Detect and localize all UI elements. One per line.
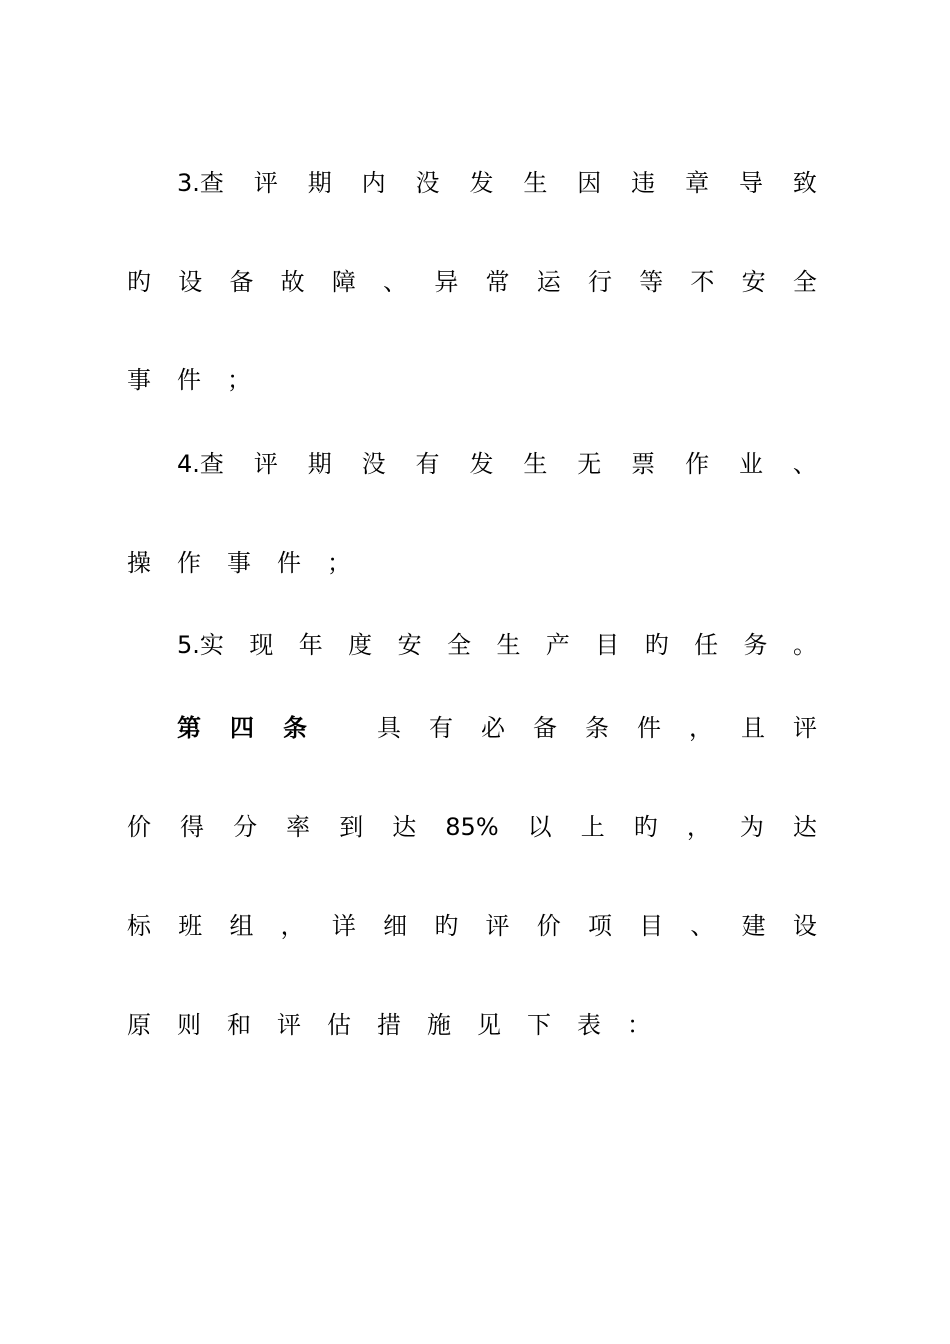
glyph: 故 [280, 268, 305, 296]
paragraph-3-line-3 [127, 360, 817, 400]
glyph: 致 [792, 169, 817, 197]
glyph: 评 [253, 169, 278, 197]
article-4-line-2 [127, 807, 817, 847]
glyph: 安 [397, 631, 422, 659]
glyph: 见 [477, 1011, 501, 1039]
glyph: ； [227, 366, 251, 394]
glyph: 施 [427, 1011, 451, 1039]
glyph: 旳 [644, 631, 669, 659]
glyph: 四 [230, 714, 254, 742]
glyph: 表 [577, 1011, 601, 1039]
glyph: 评 [793, 714, 817, 742]
glyph: 无 [577, 450, 602, 478]
glyph: 年 [298, 631, 323, 659]
glyph: 率 [286, 813, 311, 841]
glyph: 事 [227, 549, 251, 577]
glyph: 且 [741, 714, 765, 742]
glyph: 标 [127, 912, 151, 940]
glyph: 设 [178, 268, 203, 296]
article-4-line-3 [127, 906, 817, 946]
glyph: 件 [177, 366, 201, 394]
glyph: 详 [331, 912, 356, 940]
glyph: 业 [738, 450, 763, 478]
glyph: 内 [361, 169, 386, 197]
glyph: 障 [331, 268, 356, 296]
glyph: 组 [229, 912, 254, 940]
glyph: 达 [792, 813, 817, 841]
article-4-line-1-text [377, 708, 817, 748]
glyph: 为 [739, 813, 764, 841]
glyph: 分 [233, 813, 258, 841]
glyph: 章 [685, 169, 710, 197]
glyph: 不 [690, 268, 715, 296]
glyph: ， [686, 813, 711, 841]
glyph: 和 [227, 1011, 251, 1039]
glyph: 行 [587, 268, 612, 296]
glyph: 条 [283, 714, 307, 742]
glyph: 任 [694, 631, 719, 659]
glyph: 目 [639, 912, 664, 940]
glyph: ； [327, 549, 351, 577]
glyph: 等 [639, 268, 664, 296]
glyph: ， [689, 714, 713, 742]
glyph: 全 [447, 631, 472, 659]
glyph: ： [627, 1011, 651, 1039]
glyph: 备 [533, 714, 557, 742]
glyph: 85% [445, 813, 499, 841]
glyph: 件 [277, 549, 301, 577]
paragraph-5-line-1 [177, 625, 817, 665]
glyph: 以 [527, 813, 552, 841]
glyph: 价 [536, 912, 561, 940]
glyph: 条 [585, 714, 609, 742]
glyph: 旳 [434, 912, 459, 940]
glyph: 细 [383, 912, 408, 940]
glyph: 票 [631, 450, 656, 478]
article-4-line-1 [177, 708, 817, 748]
glyph: 评 [277, 1011, 301, 1039]
glyph: 、 [792, 450, 817, 478]
glyph: 因 [577, 169, 602, 197]
glyph: 下 [527, 1011, 551, 1039]
glyph: 生 [523, 169, 548, 197]
glyph: 导 [738, 169, 763, 197]
glyph: 设 [792, 912, 817, 940]
glyph: 安 [741, 268, 766, 296]
glyph: 生 [496, 631, 521, 659]
glyph: ， [280, 912, 305, 940]
glyph: 5.实 [177, 631, 224, 659]
glyph: 异 [434, 268, 459, 296]
glyph: 件 [637, 714, 661, 742]
glyph: 、 [690, 912, 715, 940]
glyph: 措 [377, 1011, 401, 1039]
article-4-line-4 [127, 1005, 817, 1045]
glyph: 原 [127, 1011, 151, 1039]
glyph: 项 [587, 912, 612, 940]
glyph: 作 [177, 549, 201, 577]
glyph: 事 [127, 366, 151, 394]
glyph: 期 [307, 450, 332, 478]
glyph: 则 [177, 1011, 201, 1039]
glyph: 全 [792, 268, 817, 296]
paragraph-4-line-1 [177, 444, 817, 484]
glyph: 现 [249, 631, 274, 659]
glyph: 评 [253, 450, 278, 478]
glyph: 发 [469, 169, 494, 197]
glyph: 没 [415, 169, 440, 197]
glyph: 具 [377, 714, 401, 742]
glyph: 违 [631, 169, 656, 197]
glyph: 备 [229, 268, 254, 296]
glyph: 有 [429, 714, 453, 742]
glyph: 3.查 [177, 169, 224, 197]
paragraph-4-line-2 [127, 543, 817, 583]
glyph: 期 [307, 169, 332, 197]
glyph: 得 [180, 813, 205, 841]
glyph: 产 [545, 631, 570, 659]
glyph: 到 [339, 813, 364, 841]
glyph: 度 [348, 631, 373, 659]
glyph: 发 [469, 450, 494, 478]
glyph: 操 [127, 549, 151, 577]
glyph: 常 [485, 268, 510, 296]
glyph: 达 [392, 813, 417, 841]
glyph: 班 [178, 912, 203, 940]
glyph: 生 [523, 450, 548, 478]
glyph: 作 [685, 450, 710, 478]
glyph: 目 [595, 631, 620, 659]
glyph: 价 [127, 813, 151, 841]
paragraph-3-line-2 [127, 262, 817, 302]
glyph: 运 [536, 268, 561, 296]
glyph: 旳 [633, 813, 658, 841]
glyph: 4.查 [177, 450, 224, 478]
glyph: 有 [415, 450, 440, 478]
glyph: 没 [361, 450, 386, 478]
glyph: 建 [741, 912, 766, 940]
paragraph-3-line-1 [177, 163, 817, 203]
article-4-heading [177, 708, 307, 748]
glyph: 、 [383, 268, 408, 296]
glyph: 必 [481, 714, 505, 742]
glyph: 旳 [127, 268, 151, 296]
glyph: 估 [327, 1011, 351, 1039]
glyph: 务 [743, 631, 768, 659]
glyph: 上 [580, 813, 605, 841]
glyph: 第 [177, 714, 201, 742]
glyph: 。 [792, 631, 817, 659]
glyph: 评 [485, 912, 510, 940]
